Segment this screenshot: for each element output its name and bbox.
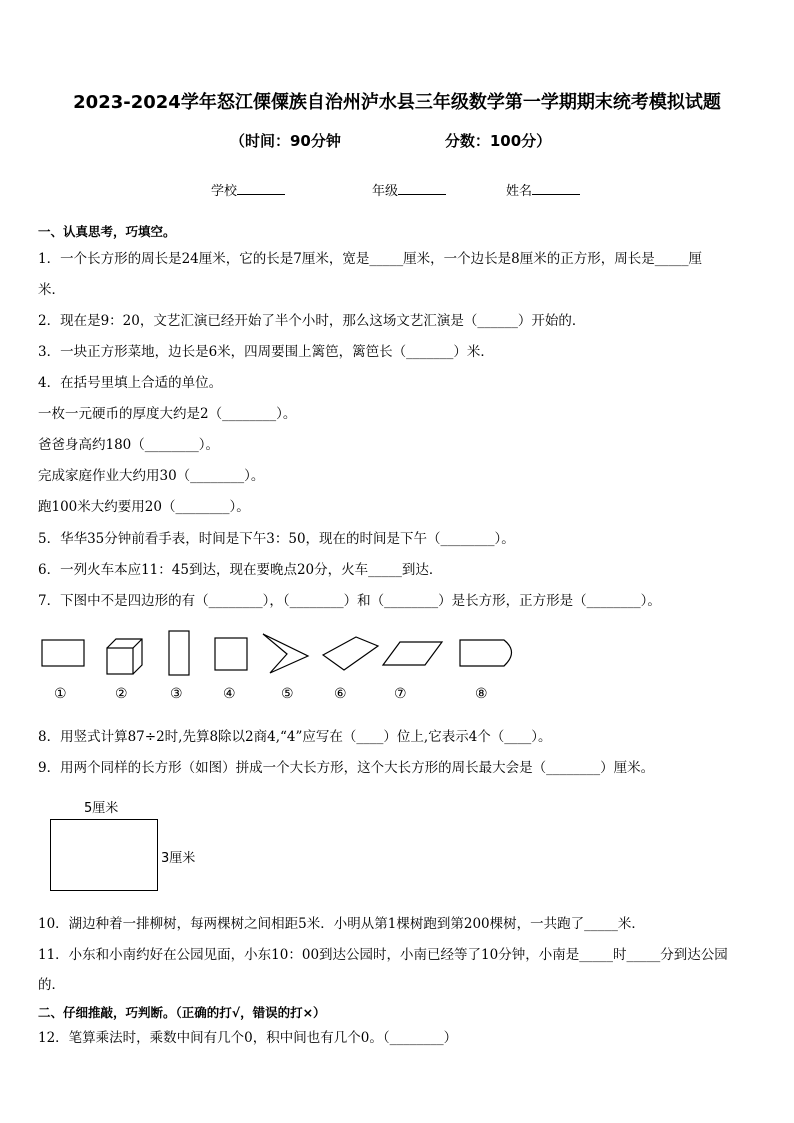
shape-label-2: ② [115,686,128,702]
school-field: 学校 [211,180,285,199]
figure-height-label: 3厘米 [161,851,196,866]
shape-label-5: ⑤ [281,686,294,702]
question-11-line-1: 11．小东和小南约好在公园见面，小东10：00到达公园时，小南已经等了10分钟，小南是_____时_____分到达公园 [38,947,728,963]
grade-field: 年级 [372,180,446,199]
exam-subtitle [230,130,551,151]
question-6: 6．一列火车本应11：45到达，现在要晚点20分，火车_____到达． [38,562,443,578]
question-10: 10．湖边种着一排柳树，每两棵树之间相距5米．小明从第1棵树跑到第200棵树，一共跑了_____米． [38,916,645,932]
figure-width-label: 5厘米 [84,801,119,816]
shape-4-square [215,638,247,670]
section-2-heading: 二、仔细推敲，巧判断。（正确的打√，错误的打×） [38,1005,326,1020]
exam-title: 2023-2024学年怒江傈僳族自治州泸水县三年级数学第一学期期末统考模拟试题 [73,92,721,113]
question-8: 8．用竖式计算87÷2时,先算8除以2商4,“4”应写在（____）位上,它表示4个（____）。 [38,729,552,745]
question-4d: 跑100米大约要用20（________）。 [38,499,250,515]
question-4c: 完成家庭作业大约用30（________）。 [38,468,265,484]
question-7: 7．下图中不是四边形的有（________），（________）和（________）是长方形，正方形是（________）。 [38,593,661,609]
shape-5-arrowhead [263,634,308,673]
shape-6-rhombus [323,637,378,670]
shape-label-1: ① [54,686,67,702]
shape-label-8: ⑧ [475,686,488,702]
question-1-line-1: 1．一个长方形的周长是24厘米，它的长是7厘米，宽是_____厘米，一个边长是8厘米的正方形，周长是_____厘 [38,251,702,267]
score-info: 分数：100分） [444,132,552,150]
question-3: 3．一块正方形菜地，边长是6米，四周要围上篱笆，篱笆长（_______）米． [38,344,494,360]
question-2: 2．现在是9：20，文艺汇演已经开始了半个小时，那么这场文艺汇演是（______）开始的． [38,313,586,329]
shape-figures [38,628,538,710]
shape-8-rounded-shape [460,640,512,666]
section-1-heading: 一、认真思考，巧填空。 [38,224,176,239]
shape-7-parallelogram [383,642,442,665]
shape-3-tall-rectangle [169,631,189,675]
shape-label-7: ⑦ [394,686,407,702]
rectangle-figure [50,819,158,891]
shape-2-cube [107,639,142,674]
question-11-line-2: 的． [38,977,65,993]
shape-label-6: ⑥ [334,686,347,702]
time-info: （时间：90分钟 [230,132,341,150]
question-9: 9．用两个同样的长方形（如图）拼成一个大长方形，这个大长方形的周长最大会是（________）厘米。 [38,760,655,776]
question-4a: 一枚一元硬币的厚度大约是2（________）。 [38,406,297,422]
shape-label-4: ④ [223,686,236,702]
question-1-line-2: 米． [38,282,65,298]
shape-1-rectangle [42,640,84,666]
name-field: 姓名 [506,180,580,199]
question-4: 4．在括号里填上合适的单位。 [38,375,223,391]
question-12: 12．笔算乘法时，乘数中间有几个0，积中间也有几个0。（________） [38,1030,458,1046]
question-4b: 爸爸身高约180（________）。 [38,437,220,453]
question-5: 5．华华35分钟前看手表，时间是下午3：50，现在的时间是下午（________）。 [38,531,515,547]
shape-label-3: ③ [170,686,183,702]
